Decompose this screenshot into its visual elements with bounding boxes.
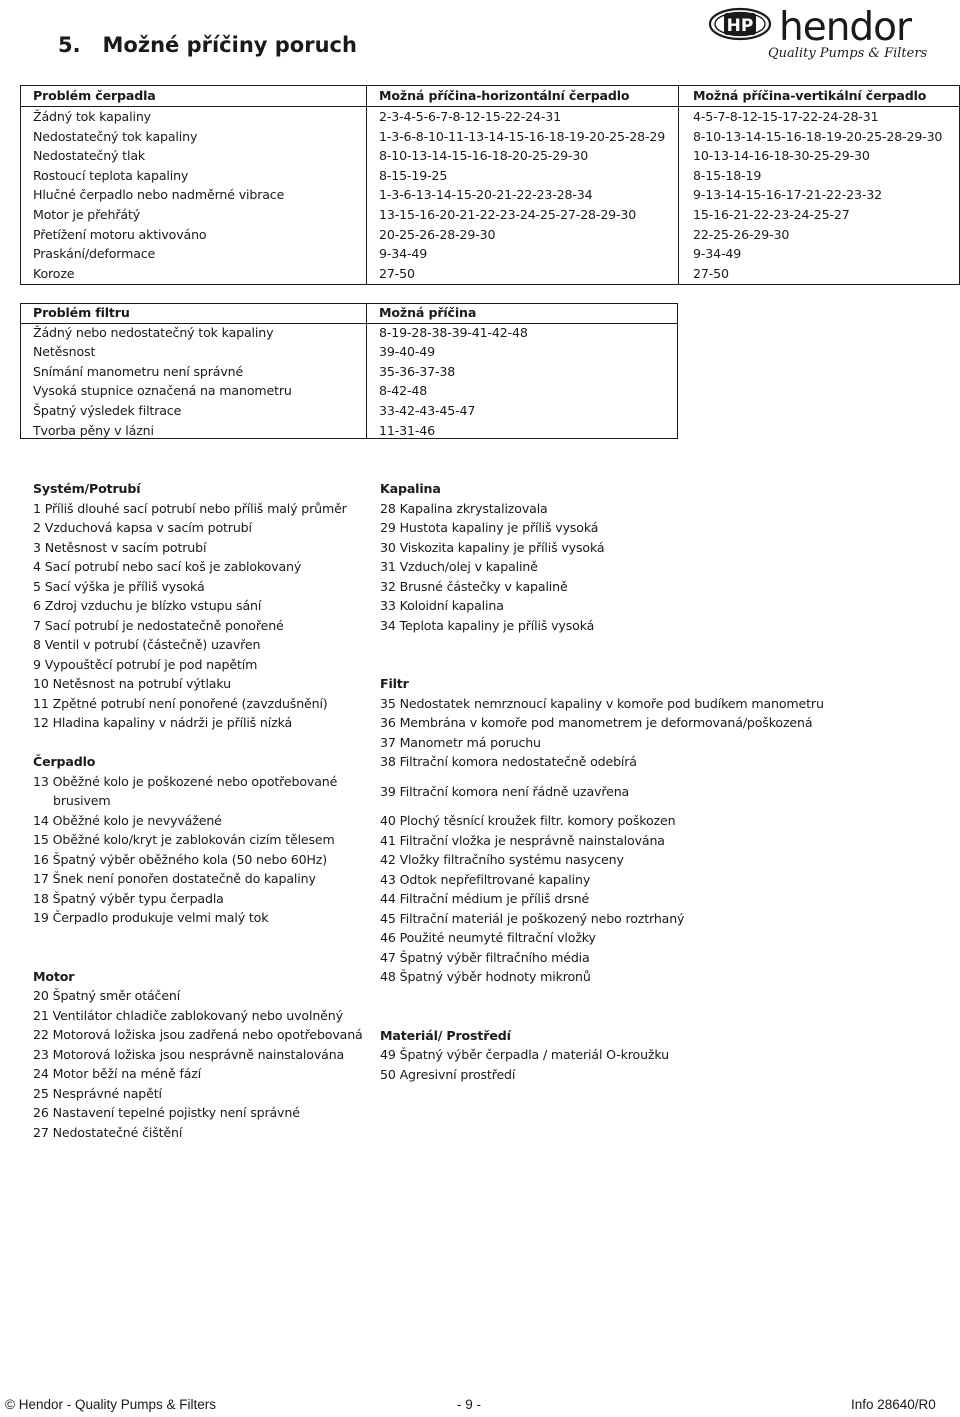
problem-cell: Vysoká stupnice označená na manometru bbox=[33, 383, 292, 399]
legend-item-number: 9 bbox=[33, 656, 41, 672]
legend-item-text: Šnek není ponořen dostatečně do kapaliny bbox=[52, 871, 316, 886]
legend-item-number: 31 bbox=[380, 559, 396, 574]
table-column-divider bbox=[366, 86, 367, 284]
legend-item-text: Vložky filtračního systému nasyceny bbox=[399, 852, 624, 867]
legend-item bbox=[33, 1084, 373, 1104]
problem-cell: Žádný tok kapaliny bbox=[33, 109, 151, 124]
cause-codes-cell: 2-3-4-5-6-7-8-12-15-22-24-31 bbox=[379, 109, 562, 124]
legend-item-number: 38 bbox=[380, 754, 396, 769]
legend-item-number: 28 bbox=[380, 500, 396, 516]
legend-item-number: 19 bbox=[33, 910, 49, 925]
legend-item-text: Manometr má poruchu bbox=[399, 734, 541, 750]
legend-item-number: 34 bbox=[380, 617, 396, 633]
legend-item-number: 21 bbox=[33, 1007, 49, 1023]
cause-codes-cell: 8-15-18-19 bbox=[693, 167, 762, 183]
footer-page-number: - 9 - bbox=[457, 1397, 482, 1412]
legend-item-text: Špatný výběr filtračního média bbox=[399, 949, 590, 965]
problem-cell: Žádný nebo nedostatečný tok kapaliny bbox=[33, 324, 274, 340]
legend-item-text: Vypouštěcí potrubí je pod napětím bbox=[44, 656, 258, 672]
legend-item-text: Příliš dlouhé sací potrubí nebo příliš malý průměr bbox=[44, 500, 347, 516]
legend-item bbox=[380, 538, 820, 558]
table-header-cell: Možná příčina-vertikální čerpadlo bbox=[693, 88, 927, 103]
legend-item bbox=[33, 499, 373, 519]
legend-item-text: Brusné částečky v kapalině bbox=[399, 578, 568, 594]
legend-item-number: 36 bbox=[380, 715, 396, 730]
legend-item bbox=[33, 674, 373, 694]
legend-item-text: Oběžné kolo/kryt je zablokován cizím tělesem bbox=[52, 832, 335, 847]
legend-item bbox=[380, 752, 820, 772]
cause-codes-cell: 20-25-26-28-29-30 bbox=[379, 226, 496, 242]
legend-item-number: 16 bbox=[33, 851, 49, 867]
legend-item-number: 33 bbox=[380, 598, 396, 613]
legend-item bbox=[380, 518, 820, 538]
legend-item-text: Viskozita kapaliny je příliš vysoká bbox=[399, 539, 605, 555]
legend-item-number: 23 bbox=[33, 1046, 49, 1062]
cause-codes-cell: 11-31-46 bbox=[379, 422, 435, 438]
legend-item-number: 2 bbox=[33, 520, 41, 535]
legend-item bbox=[33, 830, 373, 850]
problem-cell: Hlučné čerpadlo nebo nadměrné vibrace bbox=[33, 187, 285, 203]
brand-tagline: Quality Pumps & Filters bbox=[768, 46, 928, 61]
cause-legend-left bbox=[33, 479, 373, 1142]
legend-item bbox=[33, 616, 373, 636]
table-column-divider bbox=[678, 86, 679, 284]
legend-item-text: Vzduch/olej v kapalině bbox=[399, 559, 538, 574]
hendor-logo bbox=[706, 4, 936, 62]
legend-item bbox=[33, 1006, 373, 1026]
legend-item-number: 30 bbox=[380, 539, 396, 555]
legend-item-text: Filtrační materiál je poškozený nebo roztrhaný bbox=[399, 910, 685, 926]
cause-codes-cell: 13-15-16-20-21-22-23-24-25-27-28-29-30 bbox=[379, 207, 637, 222]
legend-item-text: Špatný výběr typu čerpadla bbox=[52, 890, 224, 906]
legend-item-text: Agresivní prostředí bbox=[399, 1066, 516, 1082]
cause-codes-cell: 22-25-26-29-30 bbox=[693, 226, 790, 242]
legend-item-number: 27 bbox=[33, 1124, 49, 1140]
legend-item-number: 40 bbox=[380, 813, 396, 828]
cause-legend-right bbox=[380, 479, 824, 1084]
legend-item-number: 44 bbox=[380, 891, 396, 906]
legend-item bbox=[380, 713, 820, 733]
legend-item-text: Motorová ložiska jsou nesprávně nainstalována bbox=[52, 1046, 345, 1062]
cause-codes-cell: 35-36-37-38 bbox=[379, 363, 456, 379]
legend-item-number: 29 bbox=[380, 520, 396, 535]
problem-cell: Motor je přehřátý bbox=[33, 207, 141, 222]
legend-item bbox=[380, 967, 820, 987]
section-title: Možné příčiny poruch bbox=[102, 33, 357, 57]
cause-codes-cell: 9-34-49 bbox=[379, 246, 428, 262]
legend-item-number: 26 bbox=[33, 1105, 49, 1120]
footer-copyright: © Hendor - Quality Pumps & Filters bbox=[5, 1397, 217, 1412]
legend-item-text: Nastavení tepelné pojistky není správné bbox=[52, 1105, 300, 1120]
legend-item-text: Ventilátor chladiče zablokovaný nebo uvolněný bbox=[52, 1007, 343, 1023]
legend-item-text: Sací potrubí nebo sací koš je zablokovaný bbox=[44, 559, 302, 574]
table-header-divider bbox=[21, 323, 677, 324]
legend-group-heading: Čerpadlo bbox=[33, 754, 96, 769]
legend-item bbox=[33, 772, 373, 792]
legend-item bbox=[33, 713, 373, 733]
cause-codes-cell: 8-10-13-14-15-16-18-20-25-29-30 bbox=[379, 148, 589, 164]
legend-item-number: 41 bbox=[380, 832, 396, 848]
legend-item-number: 37 bbox=[380, 734, 396, 750]
problem-cell: Nedostatečný tok kapaliny bbox=[33, 128, 198, 144]
legend-item-number: 12 bbox=[33, 715, 49, 730]
legend-item-number: 43 bbox=[380, 871, 396, 887]
legend-item-text: Oběžné kolo je poškozené nebo opotřebované bbox=[52, 773, 338, 789]
legend-item-text: Špatný výběr hodnoty mikronů bbox=[399, 969, 591, 984]
legend-item-number: 25 bbox=[33, 1085, 49, 1101]
legend-item bbox=[380, 596, 820, 616]
legend-item-number: 47 bbox=[380, 949, 396, 965]
legend-item-number: 3 bbox=[33, 539, 41, 555]
legend-group-heading: Kapalina bbox=[380, 481, 441, 496]
legend-item-number: 39 bbox=[380, 783, 396, 799]
legend-item-text: Filtrační vložka je nesprávně nainstalována bbox=[399, 832, 665, 848]
filter-problem-table bbox=[20, 303, 678, 439]
legend-item bbox=[33, 577, 373, 597]
legend-item bbox=[33, 1123, 373, 1143]
cause-codes-cell: 39-40-49 bbox=[379, 344, 435, 360]
legend-item-text: Ventil v potrubí (částečně) uzavřen bbox=[44, 637, 261, 652]
legend-item-number: 18 bbox=[33, 890, 49, 906]
legend-item bbox=[33, 518, 373, 538]
legend-item-number: 17 bbox=[33, 871, 49, 886]
legend-item-text: Vzduchová kapsa v sacím potrubí bbox=[44, 520, 252, 535]
problem-cell: Praskání/deformace bbox=[33, 246, 156, 262]
legend-item-number: 10 bbox=[33, 676, 49, 691]
legend-item-text: Membrána v komoře pod manometrem je deformovaná/poškozená bbox=[399, 715, 813, 730]
problem-cell: Špatný výsledek filtrace bbox=[33, 402, 182, 418]
legend-item bbox=[33, 986, 373, 1006]
legend-item bbox=[380, 889, 820, 909]
legend-item-number: 48 bbox=[380, 969, 396, 984]
cause-codes-cell: 27-50 bbox=[693, 265, 729, 281]
table-column-divider bbox=[366, 304, 367, 438]
legend-item-number: 1 bbox=[33, 500, 41, 516]
legend-item-number: 46 bbox=[380, 930, 396, 945]
legend-item-text: Koloidní kapalina bbox=[399, 598, 504, 613]
legend-item bbox=[380, 733, 820, 753]
cause-codes-cell: 9-34-49 bbox=[693, 246, 742, 262]
legend-item bbox=[380, 928, 820, 948]
cause-codes-cell: 1-3-6-13-14-15-20-21-22-23-28-34 bbox=[379, 187, 593, 203]
legend-item bbox=[33, 1064, 373, 1084]
legend-item-number: 14 bbox=[33, 812, 49, 828]
legend-item-text: Nesprávné napětí bbox=[52, 1085, 162, 1101]
legend-item-text: Špatný směr otáčení bbox=[52, 988, 181, 1003]
legend-item-text: Netěsnost na potrubí výtlaku bbox=[52, 676, 231, 691]
cause-codes-cell: 15-16-21-22-23-24-25-27 bbox=[693, 207, 850, 222]
legend-group-heading: Motor bbox=[33, 968, 75, 984]
problem-cell: Tvorba pěny v lázni bbox=[33, 422, 154, 438]
legend-item bbox=[33, 889, 373, 909]
legend-item bbox=[380, 782, 820, 802]
brand-name: hendor bbox=[779, 5, 912, 50]
legend-item bbox=[380, 1045, 820, 1065]
cause-codes-cell: 8-10-13-14-15-16-18-19-20-25-28-29-30 bbox=[693, 128, 943, 144]
cause-codes-cell: 8-15-19-25 bbox=[379, 167, 448, 183]
legend-item bbox=[380, 909, 820, 929]
cause-codes-cell: 9-13-14-15-16-17-21-22-23-32 bbox=[693, 187, 882, 203]
legend-item-text: Hustota kapaliny je příliš vysoká bbox=[399, 520, 599, 535]
legend-item-text: Nedostatečné čištění bbox=[52, 1124, 183, 1140]
legend-item-number: 20 bbox=[33, 988, 49, 1003]
legend-item-number: 13 bbox=[33, 773, 49, 789]
legend-item-number: 11 bbox=[33, 695, 49, 711]
legend-item bbox=[380, 694, 824, 714]
legend-item-text: Sací výška je příliš vysoká bbox=[44, 578, 205, 594]
table-header-cell: Možná příčina-horizontální čerpadlo bbox=[379, 88, 630, 103]
legend-item bbox=[33, 1045, 373, 1065]
legend-item bbox=[33, 694, 373, 714]
problem-cell: Netěsnost bbox=[33, 344, 96, 360]
legend-item-text: Špatný výběr oběžného kola (50 nebo 60Hz) bbox=[52, 851, 327, 867]
legend-item bbox=[380, 616, 820, 636]
legend-item-number: 7 bbox=[33, 617, 41, 633]
table-header-cell: Možná příčina bbox=[379, 305, 477, 320]
section-number: 5. bbox=[58, 33, 81, 57]
legend-item-text: Plochý těsnící kroužek filtr. komory poškozen bbox=[399, 813, 676, 828]
legend-item-number: 35 bbox=[380, 695, 396, 711]
legend-item-number: 50 bbox=[380, 1066, 396, 1082]
legend-item-number: 49 bbox=[380, 1047, 396, 1062]
legend-item bbox=[33, 635, 373, 655]
legend-item bbox=[380, 811, 820, 831]
legend-item-text: Motorová ložiska jsou zadřená nebo opotřebovaná bbox=[52, 1027, 363, 1042]
legend-item-text: Čerpadlo produkuje velmi malý tok bbox=[52, 910, 269, 925]
legend-item bbox=[380, 850, 820, 870]
cause-codes-cell: 8-19-28-38-39-41-42-48 bbox=[379, 324, 528, 340]
legend-item bbox=[380, 831, 820, 851]
legend-item-text: Filtrační komora není řádně uzavřena bbox=[399, 783, 630, 799]
legend-item-number: 15 bbox=[33, 832, 49, 847]
legend-item bbox=[33, 538, 373, 558]
cause-codes-cell: 8-42-48 bbox=[379, 383, 428, 399]
problem-cell: Přetížení motoru aktivováno bbox=[33, 226, 207, 242]
legend-item-text: Kapalina zkrystalizovala bbox=[399, 500, 548, 516]
legend-item-text: Filtrační komora nedostatečně odebírá bbox=[399, 754, 637, 769]
legend-item-text: Netěsnost v sacím potrubí bbox=[44, 539, 207, 555]
legend-item-number: 8 bbox=[33, 637, 41, 652]
hp-mark-icon bbox=[710, 9, 770, 39]
table-header-cell: Problém čerpadla bbox=[33, 88, 156, 103]
legend-item bbox=[380, 948, 820, 968]
legend-item bbox=[33, 557, 373, 577]
legend-item bbox=[33, 869, 373, 889]
legend-item bbox=[33, 811, 373, 831]
legend-group-heading: Materiál/ Prostředí bbox=[380, 1027, 511, 1043]
cause-codes-cell: 33-42-43-45-47 bbox=[379, 402, 476, 418]
footer-document-id: Info 28640/R0 bbox=[851, 1397, 936, 1412]
legend-item-text: Použité neumyté filtrační vložky bbox=[399, 930, 596, 945]
legend-item bbox=[33, 850, 373, 870]
legend-group-heading: Systém/Potrubí bbox=[33, 481, 141, 496]
legend-item bbox=[33, 908, 373, 928]
legend-item bbox=[33, 655, 373, 675]
legend-item-continuation: brusivem bbox=[53, 793, 111, 808]
cause-codes-cell: 27-50 bbox=[379, 265, 415, 281]
legend-item bbox=[33, 596, 373, 616]
legend-item-text: Zdroj vzduchu je blízko vstupu sání bbox=[44, 598, 262, 613]
problem-cell: Snímání manometru není správné bbox=[33, 363, 244, 379]
legend-item bbox=[380, 870, 820, 890]
legend-item-text: Teplota kapaliny je příliš vysoká bbox=[399, 617, 595, 633]
legend-item-text: Motor běží na méně fází bbox=[52, 1066, 202, 1081]
legend-item-text: Zpětné potrubí není ponořené (zavzdušnění) bbox=[52, 695, 328, 711]
problem-cell: Nedostatečný tlak bbox=[33, 148, 146, 164]
hendor-logo-graphic bbox=[706, 4, 936, 62]
legend-item-number: 32 bbox=[380, 578, 396, 594]
problem-cell: Koroze bbox=[33, 265, 75, 281]
cause-codes-cell: 1-3-6-8-10-11-13-14-15-16-18-19-20-25-28-29 bbox=[379, 128, 666, 144]
legend-item-text: Hladina kapaliny v nádrži je příliš nízká bbox=[52, 715, 293, 730]
legend-item-number: 6 bbox=[33, 598, 41, 613]
legend-item-number: 5 bbox=[33, 578, 41, 594]
legend-item-number: 42 bbox=[380, 852, 396, 867]
legend-item bbox=[380, 499, 820, 519]
legend-item bbox=[33, 1103, 373, 1123]
legend-item-text: Nedostatek nemrznoucí kapaliny v komoře pod budíkem manometru bbox=[399, 695, 824, 711]
legend-item bbox=[380, 1065, 820, 1085]
pump-problem-table bbox=[20, 85, 960, 285]
cause-codes-cell: 10-13-14-16-18-30-25-29-30 bbox=[693, 148, 870, 164]
table-header-cell: Problém filtru bbox=[33, 305, 130, 320]
legend-item bbox=[380, 577, 820, 597]
table-header-divider bbox=[21, 106, 959, 107]
hp-mark-letters: HP bbox=[726, 16, 754, 36]
legend-group-heading: Filtr bbox=[380, 676, 409, 691]
legend-item-text: Oběžné kolo je nevyvážené bbox=[52, 812, 222, 828]
legend-item-number: 24 bbox=[33, 1066, 49, 1081]
legend-item-number: 45 bbox=[380, 910, 396, 926]
legend-item-text: Odtok nepřefiltrované kapaliny bbox=[399, 871, 591, 887]
legend-item-number: 22 bbox=[33, 1027, 49, 1042]
cause-codes-cell: 4-5-7-8-12-15-17-22-24-28-31 bbox=[693, 109, 879, 124]
legend-item bbox=[33, 1025, 373, 1045]
legend-item-text: Špatný výběr čerpadla / materiál O-kroužku bbox=[399, 1047, 669, 1062]
legend-item-text: Sací potrubí je nedostatečně ponořené bbox=[44, 617, 284, 633]
page-title bbox=[58, 33, 357, 57]
legend-item bbox=[380, 557, 820, 577]
legend-item-number: 4 bbox=[33, 559, 41, 574]
legend-item-text: Filtrační médium je příliš drsné bbox=[399, 891, 590, 906]
problem-cell: Rostoucí teplota kapaliny bbox=[33, 167, 189, 183]
